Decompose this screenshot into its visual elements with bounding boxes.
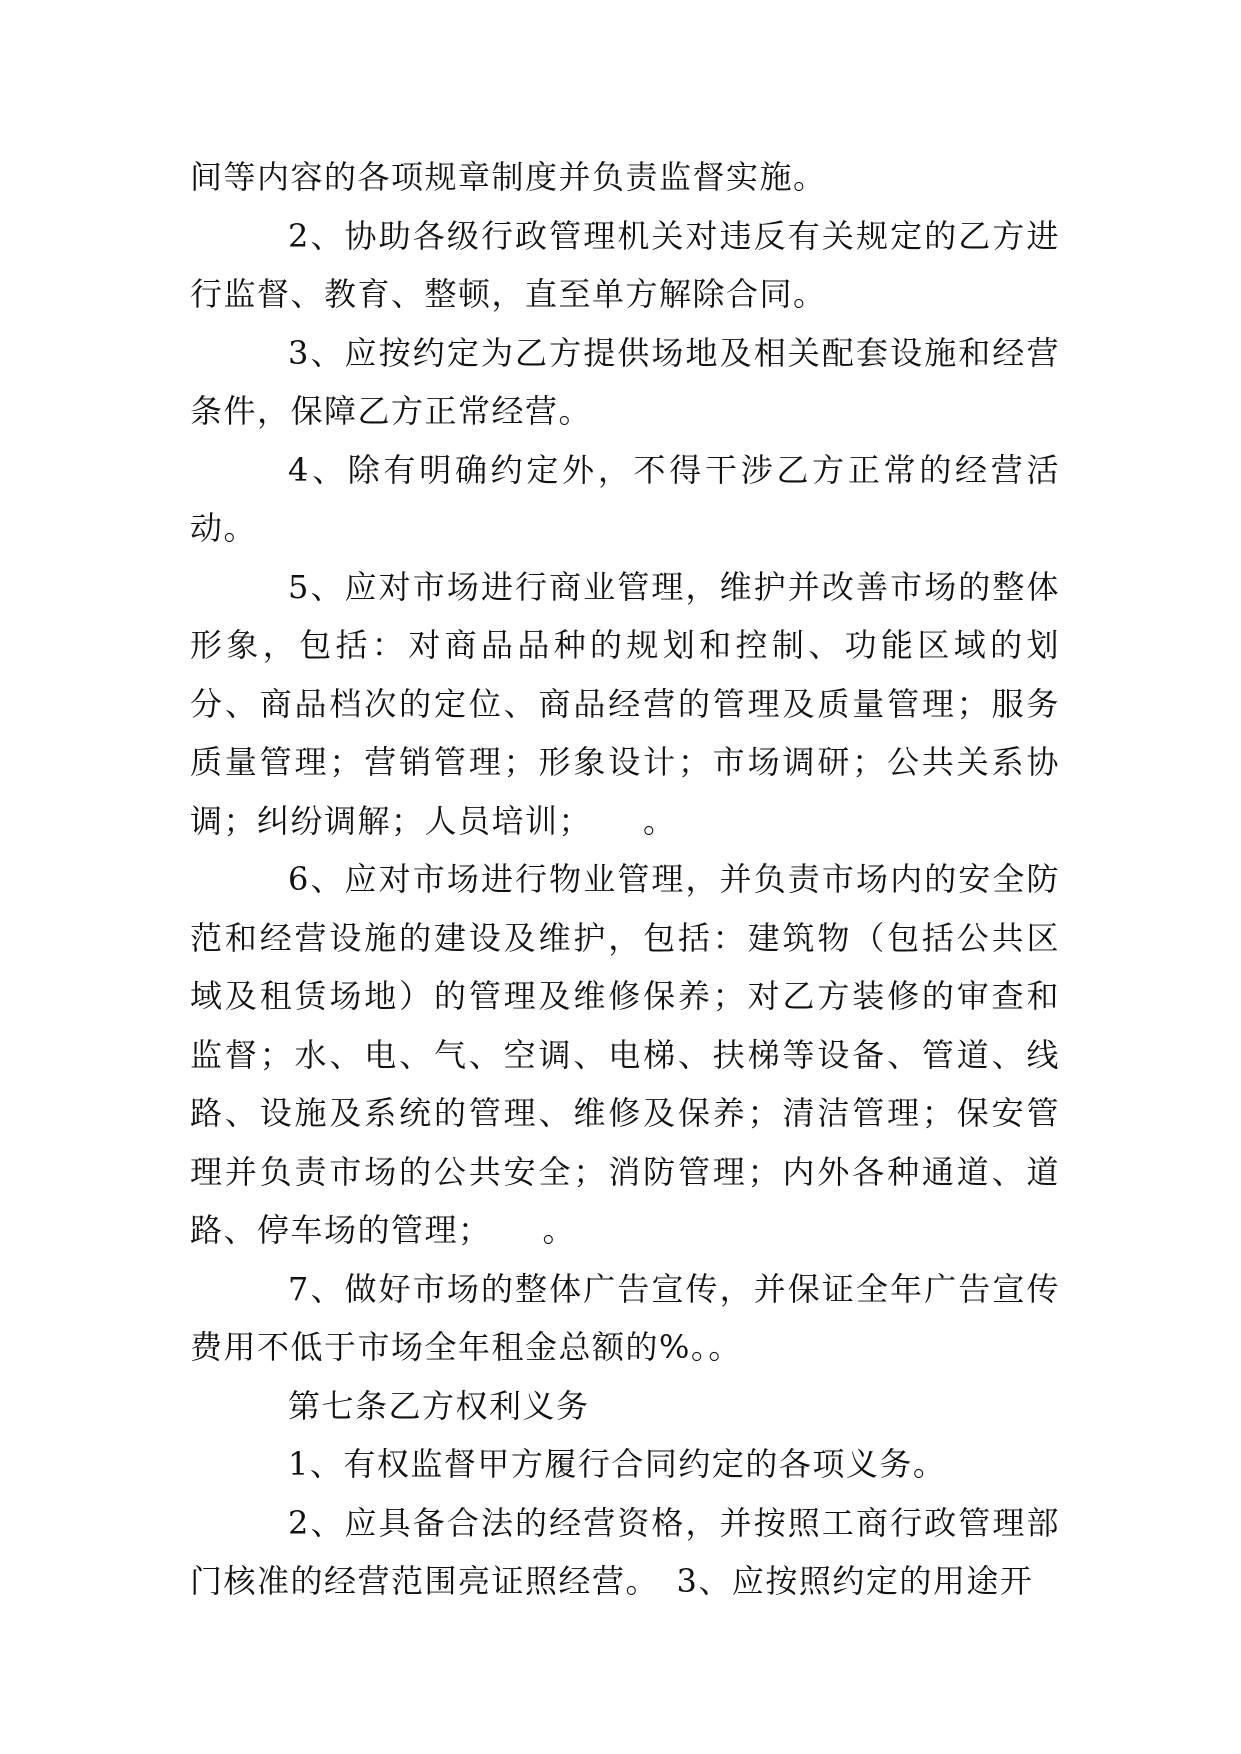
paragraph-article-7-item-2: 2、应具备合法的经营资格，并按照工商行政管理部门核准的经营范围亮证照经营。 3、应按照约定的用途开: [190, 1503, 1060, 1600]
paragraph-item-7: 7、做好市场的整体广告宣传，并保证全年广告宣传费用不低于市场全年租金总额的%。。: [190, 1269, 1060, 1366]
paragraph-item-3: 3、应按约定为乙方提供场地及相关配套设施和经营条件，保障乙方正常经营。: [190, 333, 1060, 430]
paragraph-item-6: 6、应对市场进行物业管理，并负责市场内的安全防范和经营设施的建设及维护，包括：建筑物（包括公共区域及租赁场地）的管理及维修保养；对乙方装修的审查和监督；水、电、气、空调、电梯、扶梯等设备、管道、线路、设施及系统的管理、维修及保养；清洁管理；保安管理并负责市场的公共安全；消防管理；内外各种通道、道路、停车场的管理； 。: [190, 860, 1060, 1249]
paragraph-item-5: 5、应对市场进行商业管理，维护并改善市场的整体形象，包括：对商品品种的规划和控制、功能区域的划分、商品档次的定位、商品经营的管理及质量管理；服务质量管理；营销管理；形象设计；市场调研；公共关系协调；纠纷调解；人员培训； 。: [190, 567, 1060, 840]
section-heading-article-7: 第七条乙方权利义务: [288, 1386, 590, 1425]
paragraph-item-2: 2、协助各级行政管理机关对违反有关规定的乙方进行监督、教育、整顿，直至单方解除合同。: [190, 216, 1060, 313]
paragraph-item-4: 4、除有明确约定外，不得干涉乙方正常的经营活动。: [190, 450, 1060, 547]
document-body: [190, 148, 1060, 1611]
paragraph-continuation: 间等内容的各项规章制度并负责监督实施。: [190, 158, 827, 196]
paragraph-article-7-item-1: 1、有权监督甲方履行合同约定的各项义务。: [288, 1445, 947, 1483]
